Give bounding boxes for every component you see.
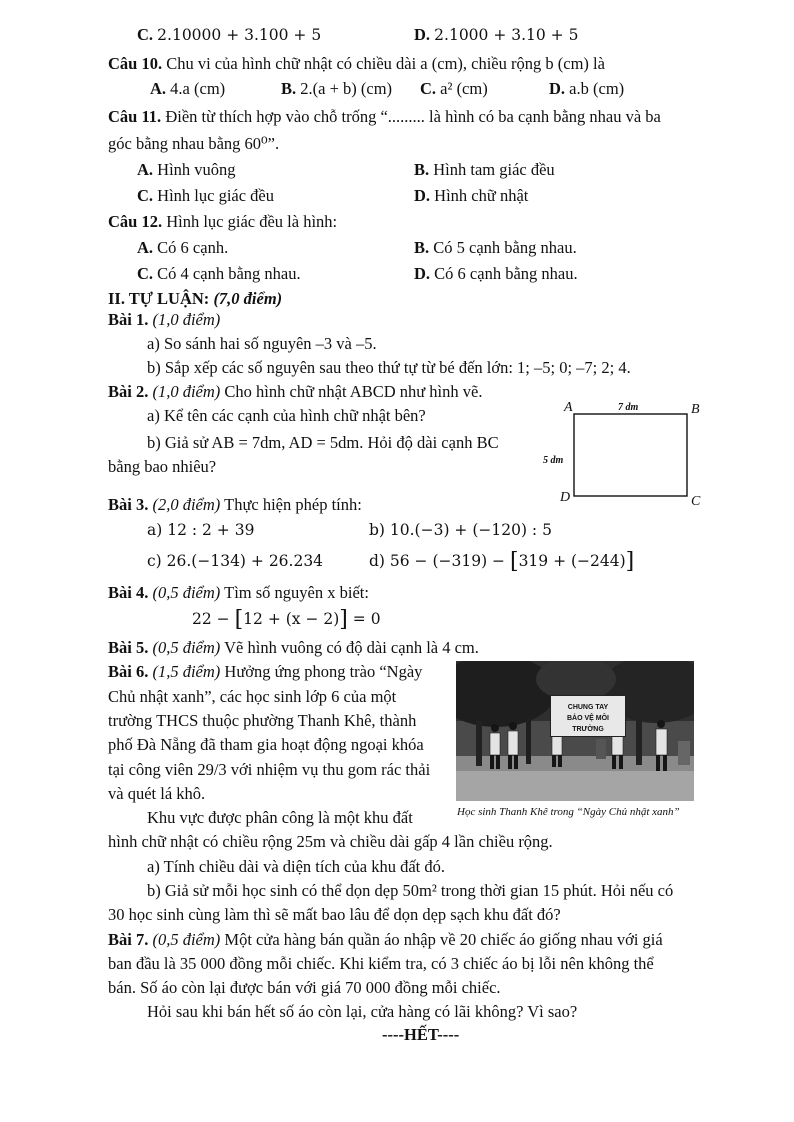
bai7-heading: Bài 7. (0,5 điểm) Một cửa hàng bán quần áo nhập về 20 chiếc áo giống nhau với giá xyxy=(108,930,663,949)
photo-banner: CHUNG TAY BẢO VỆ MÔI TRƯỜNG xyxy=(550,695,626,737)
q10-stem: Câu 10. Chu vi của hình chữ nhật có chiều dài a (cm), chiều rộng b (cm) là xyxy=(108,54,605,73)
end-marker: ----HẾT---- xyxy=(382,1025,460,1044)
vertex-c-label: C xyxy=(691,494,701,509)
bai6-heading: Bài 6. (1,5 điểm) Hưởng ứng phong trào “Ngày xyxy=(108,662,423,681)
q10-option-c: C. a² (cm) xyxy=(420,79,488,98)
side-ab-length: 7 dm xyxy=(618,402,639,413)
students-cleanup-photo xyxy=(456,661,694,801)
bai3-part-c: c) 26.(−134) + 26.234 xyxy=(147,552,324,570)
q12-option-b: B. Có 5 cạnh bằng nhau. xyxy=(414,238,577,257)
side-ad-length: 5 dm xyxy=(543,455,564,466)
bai6-part-b-line2: 30 học sinh cùng làm thì sẽ mất bao lâu để dọn dẹp sạch khu đất đó? xyxy=(108,905,561,924)
vertex-a-label: A xyxy=(564,400,573,415)
q11-option-b: B. Hình tam giác đều xyxy=(414,160,555,179)
photo-caption: Học sinh Thanh Khê trong “Ngày Chủ nhật xanh” xyxy=(457,806,680,818)
q11-option-d: D. Hình chữ nhật xyxy=(414,186,529,205)
bai4-heading: Bài 4. (0,5 điểm) Tìm số nguyên x biết: xyxy=(108,583,369,602)
bai2-part-b-line2: bằng bao nhiêu? xyxy=(108,457,217,476)
vertex-b-label: B xyxy=(691,402,700,417)
vertex-d-label: D xyxy=(560,490,571,505)
q12-option-d: D. Có 6 cạnh bằng nhau. xyxy=(414,264,578,283)
q11-option-c: C. Hình lục giác đều xyxy=(137,186,275,205)
bai6-line2: Chủ nhật xanh”, các học sinh lớp 6 của một xyxy=(108,687,397,706)
bai6-line8: hình chữ nhật có chiều rộng 25m và chiều dài gấp 4 lần chiều rộng. xyxy=(108,832,553,851)
bai6-line5: tại công viên 29/3 với nhiệm vụ thu gom rác thải xyxy=(108,760,431,779)
section-2-title: II. TỰ LUẬN: (7,0 điểm) xyxy=(108,289,283,308)
q12-option-c: C. Có 4 cạnh bằng nhau. xyxy=(137,264,301,283)
q10-option-a: A. 4.a (cm) xyxy=(150,79,226,98)
bai6-line3: trường THCS thuộc phường Thanh Khê, thành xyxy=(108,711,417,730)
bai3-part-d: d) 56 − (−319) − [319 + (−244)] xyxy=(369,549,635,574)
bai7-line3: bán. Số áo còn lại được bán với giá 70 000 đồng mỗi chiếc. xyxy=(108,978,501,997)
bai6-line6: và quét lá khô. xyxy=(108,784,206,803)
bai6-line4: phố Đà Nẵng đã tham gia hoạt động ngoại khóa xyxy=(108,735,424,754)
bai6-part-a: a) Tính chiều dài và diện tích của khu đất đó. xyxy=(147,857,445,876)
bai2-part-a: a) Kể tên các cạnh của hình chữ nhật bên? xyxy=(147,406,426,425)
q12-option-a: A. Có 6 cạnh. xyxy=(137,238,229,257)
bai1-part-b: b) Sắp xếp các số nguyên sau theo thứ tự từ bé đến lớn: 1; –5; 0; –7; 2; 4. xyxy=(147,358,631,377)
q11-option-a: A. Hình vuông xyxy=(137,160,236,179)
q11-stem: Câu 11. Điền từ thích hợp vào chỗ trống “......... là hình có ba cạnh bằng nhau và ba xyxy=(108,107,661,126)
q12-stem: Câu 12. Hình lục giác đều là hình: xyxy=(108,212,338,231)
bai6-part-b: b) Giả sử mỗi học sinh có thể dọn dẹp 50m² trong thời gian 15 phút. Hỏi nếu có xyxy=(147,881,674,900)
bai6-line7: Khu vực được phân công là một khu đất xyxy=(147,808,413,827)
q9-option-c: C. 2.10000 + 3.100 + 5 xyxy=(137,25,322,44)
bai2-heading: Bài 2. (1,0 điểm) Cho hình chữ nhật ABCD như hình vẽ. xyxy=(108,382,483,401)
q9-option-d: D. 2.1000 + 3.10 + 5 xyxy=(414,25,579,44)
q10-option-d: D. a.b (cm) xyxy=(549,79,625,98)
bai7-question: Hỏi sau khi bán hết số áo còn lại, cửa hàng có lãi không? Vì sao? xyxy=(147,1002,578,1021)
bai2-part-b: b) Giả sử AB = 7dm, AD = 5dm. Hỏi độ dài cạnh BC xyxy=(147,433,499,452)
bai3-heading: Bài 3. (2,0 điểm) Thực hiện phép tính: xyxy=(108,495,362,514)
bai4-equation: 22 − [12 + (x − 2)] = 0 xyxy=(192,607,381,632)
bai1-heading: Bài 1. (1,0 điểm) xyxy=(108,310,221,329)
bai1-part-a: a) So sánh hai số nguyên –3 và –5. xyxy=(147,334,377,353)
bai7-line2: ban đầu là 35 000 đồng mỗi chiếc. Khi kiểm tra, có 3 chiếc áo bị lỗi nên không thể xyxy=(108,954,654,973)
bai5-heading: Bài 5. (0,5 điểm) Vẽ hình vuông có độ dài cạnh là 4 cm. xyxy=(108,638,479,657)
rectangle-abcd-figure xyxy=(540,398,705,518)
q10-option-b: B. 2.(a + b) (cm) xyxy=(281,79,393,98)
q11-stem-line2: góc bằng nhau bằng 60⁰”. xyxy=(108,134,280,153)
bai3-part-b: b) 10.(−3) + (−120) : 5 xyxy=(369,521,552,539)
bai3-part-a: a) 12 : 2 + 39 xyxy=(147,521,255,539)
